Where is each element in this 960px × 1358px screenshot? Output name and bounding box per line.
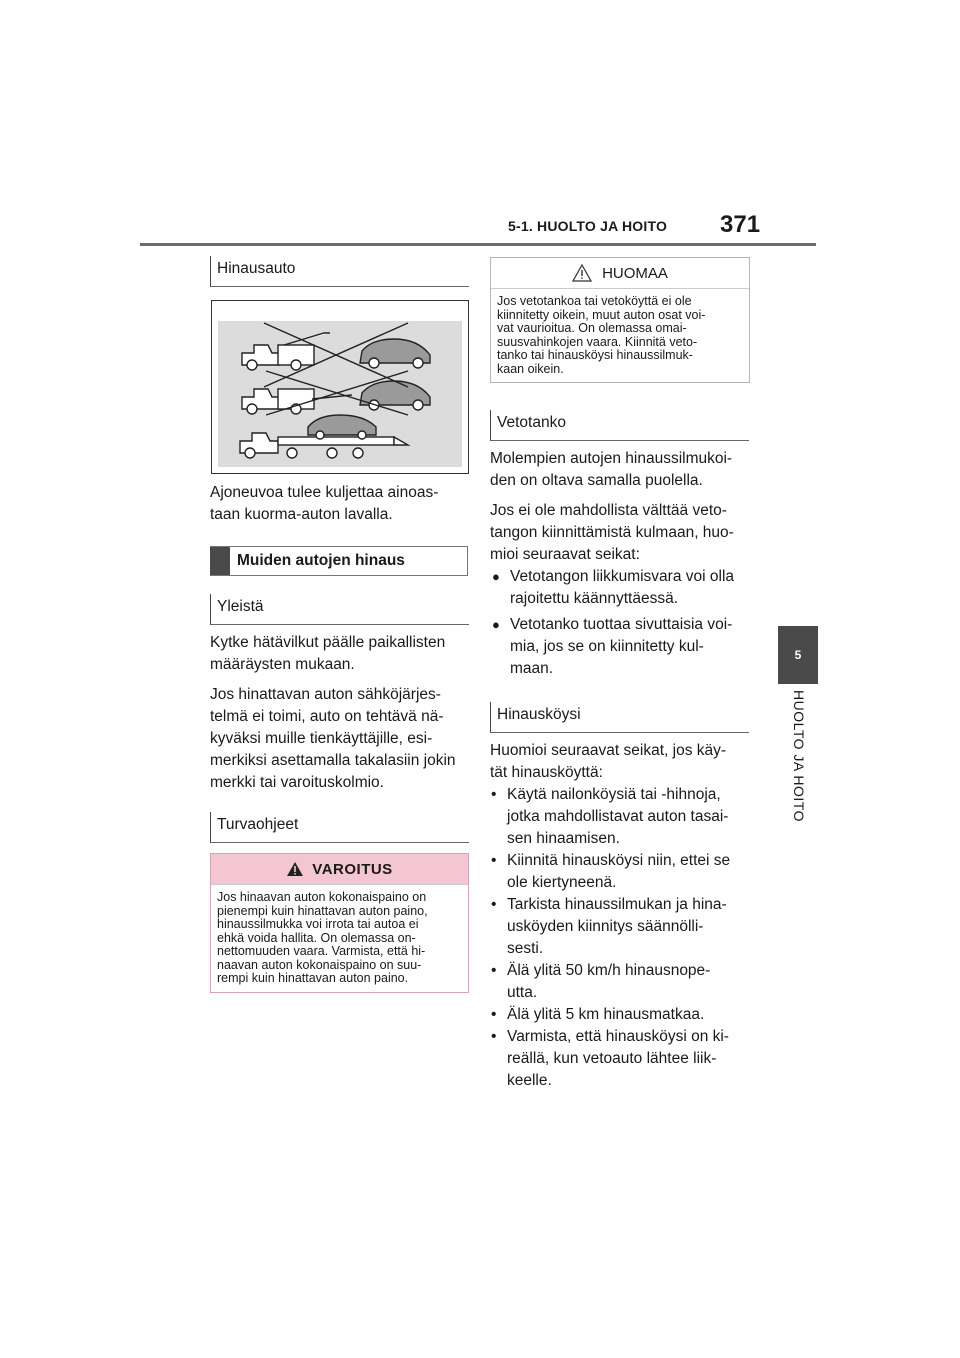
paragraph-hinauskoysi-intro: Huomioi seuraavat seikat, jos käy- tät hinausköyttä: [490,742,727,781]
tow-truck-illustration-icon [212,301,468,473]
list-item: ● Vetotangon liikkumisvara voi olla rajoitettu käännyttäessä. [492,566,754,610]
vetotanko-bullet-list [492,566,754,684]
paragraph-yleista-1: Kytke hätävilkut päälle paikallisten määräysten mukaan. [210,634,446,673]
main-heading-muiden-autojen-hinaus: Muiden autojen hinaus [210,546,468,576]
heading-hinauskoysi: Hinausköysi [490,702,749,733]
list-item: ● Vetotanko tuottaa sivuttaisia voi- mia, jos se on kiinnitetty kul- maan. [492,614,754,680]
warning-text: Jos hinaavan auton kokonaispaino on pienempi kuin hinattavan auton paino, hinaussilmukka voi irrota tai autoa ei ehkä voida hallita. On olemassa on- nettomuuden vaara. Varmista, että hi- naavan auton kokonaispaino on suu- rempi kuin hinattavan auton paino. [217,890,428,985]
heading-vetotanko: Vetotanko [490,410,749,441]
notice-box [490,257,750,383]
notice-title: HUOMAA [602,264,668,282]
paragraph-hinausauto: Ajoneuvoa tulee kuljettaa ainoas- taan kuorma-auton lavalla. [210,484,439,523]
list-item: • Kiinnitä hinausköysi niin, ettei se ole kiertyneenä. [490,850,754,894]
list-item: • Varmista, että hinausköysi on ki- reällä, kun vetoauto lähtee liik- keelle. [490,1026,754,1092]
notice-text: Jos vetotankoa tai vetoköyttä ei ole kiinnitetty oikein, muut auton osat voi- vat vaurioitua. On olemassa omai- suusvahinkojen vaara. Kiinnitä veto- tanko tai hinausköysi hinaussilmuk- kaan oikein. [497,294,706,376]
list-item: • Käytä nailonköysiä tai -hihnoja, jotka mahdollistavat auton tasai- sen hinaamisen. [490,784,754,850]
header-rule [140,243,816,246]
heading-hinausauto: Hinausauto [210,256,469,287]
warning-triangle-icon [286,861,304,877]
heading-yleista: Yleistä [210,594,469,625]
tow-truck-figure [211,300,469,474]
warning-header [211,854,468,885]
hinauskoysi-bullet-list [490,784,754,1092]
list-item: • Älä ylitä 50 km/h hinausnope- utta. [490,960,754,1004]
heading-bar [210,547,230,575]
chapter-side-label [780,690,818,860]
section-title: 5-1. HUOLTO JA HOITO [508,218,668,234]
paragraph-vetotanko-2: Jos ei ole mahdollista välttää veto- tangon kiinnittämistä kulmaan, huo- mioi seuraavat seikat: [490,502,734,563]
page-number: 371 [720,211,761,238]
warning-title: VAROITUS [312,860,393,878]
chapter-tab [778,626,818,684]
warning-box [210,853,469,993]
paragraph-yleista-2: Jos hinattavan auton sähköjärjes- telmä ei toimi, auto on tehtävä nä- kyväksi muille tienkäyttäjille, esi- merkiksi asettamalla takalasiin jokin merkki tai varoituskolmio. [210,686,456,791]
chapter-label-text: HUOLTO JA HOITO [791,690,807,822]
list-item: • Tarkista hinaussilmukan ja hina- usköyden kiinnitys säännölli- sesti. [490,894,754,960]
notice-header [491,258,749,289]
paragraph-vetotanko-1: Molempien autojen hinaussilmukoi- den on oltava samalla puolella. [490,450,733,489]
caution-triangle-icon [572,264,592,282]
heading-turvaohjeet: Turvaohjeet [210,812,469,843]
list-item: • Älä ylitä 5 km hinausmatkaa. [490,1004,754,1026]
chapter-number: 5 [794,648,802,662]
